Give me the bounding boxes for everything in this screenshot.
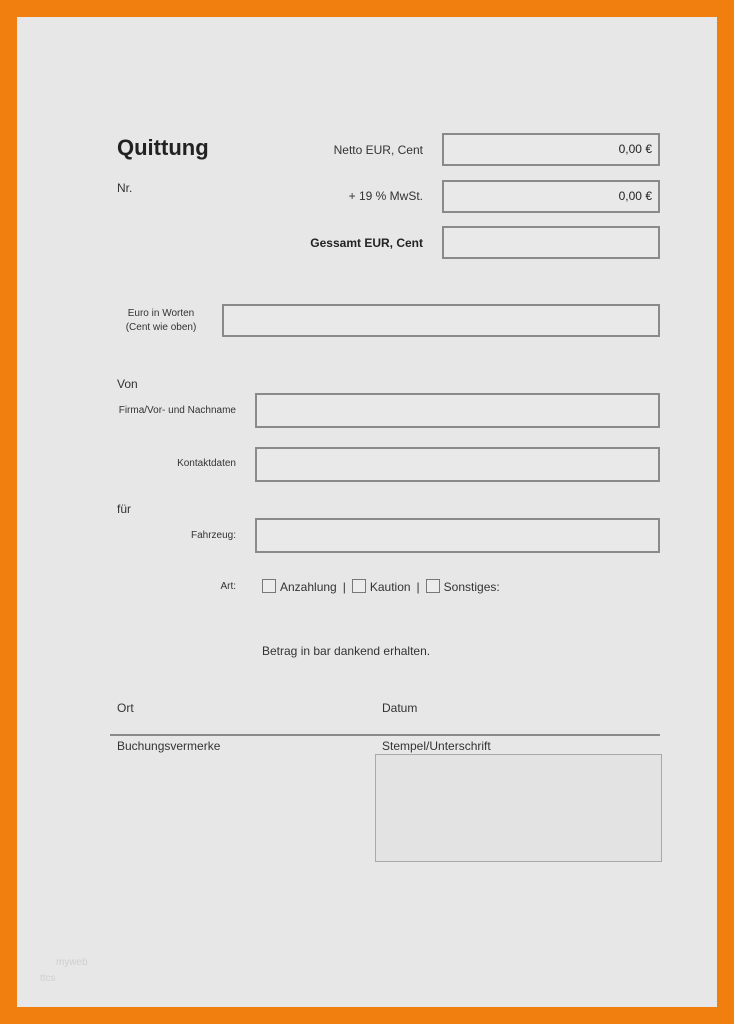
words-label-line2: (Cent wie oben) (125, 322, 197, 333)
gesamt-label: Gessamt EUR, Cent (310, 236, 423, 250)
words-label-line1: Euro in Worten (127, 308, 195, 319)
kaution-label: Kaution (369, 580, 411, 594)
anzahlung-label: Anzahlung (280, 580, 337, 594)
words-field[interactable] (222, 304, 660, 337)
art-separator: | (342, 580, 346, 594)
ort-label: Ort (117, 701, 134, 715)
gesamt-field[interactable] (442, 226, 660, 259)
anzahlung-option[interactable] (262, 580, 337, 594)
confirmation-text: Betrag in bar dankend erhalten. (262, 644, 431, 658)
fuer-heading: für (117, 502, 132, 516)
art-separator: | (416, 580, 420, 594)
sonstiges-label: Sonstiges: (443, 580, 500, 594)
fahrzeug-field[interactable] (255, 518, 660, 553)
sonstiges-checkbox[interactable] (426, 579, 440, 593)
watermark-line1: myweb (56, 957, 88, 968)
datum-label: Datum (382, 701, 418, 715)
netto-field[interactable]: 0,00 € (442, 133, 660, 166)
receipt-number-label: Nr. (117, 181, 133, 195)
kaution-checkbox[interactable] (352, 579, 366, 593)
von-heading: Von (117, 377, 138, 391)
art-options (262, 579, 500, 594)
words-label (118, 307, 204, 335)
anzahlung-checkbox[interactable] (262, 579, 276, 593)
signature-divider (110, 734, 660, 736)
mwst-field[interactable]: 0,00 € (442, 180, 660, 213)
page-title: Quittung (117, 135, 209, 160)
fahrzeug-label: Fahrzeug: (190, 530, 236, 541)
kontakt-label: Kontaktdaten (177, 458, 236, 469)
art-label: Art: (220, 581, 236, 592)
sonstiges-option[interactable] (426, 580, 500, 594)
stempel-label: Stempel/Unterschrift (382, 739, 491, 753)
buchung-label: Buchungsvermerke (117, 739, 221, 753)
name-field[interactable] (255, 393, 660, 428)
stamp-signature-box[interactable] (375, 754, 662, 862)
name-label: Firma/Vor- und Nachname (118, 405, 236, 416)
mwst-label: + 19 % MwSt. (348, 189, 423, 203)
kontakt-field[interactable] (255, 447, 660, 482)
kaution-option[interactable] (352, 580, 411, 594)
watermark-line2: ttcs (40, 973, 56, 984)
netto-label: Netto EUR, Cent (333, 143, 423, 157)
